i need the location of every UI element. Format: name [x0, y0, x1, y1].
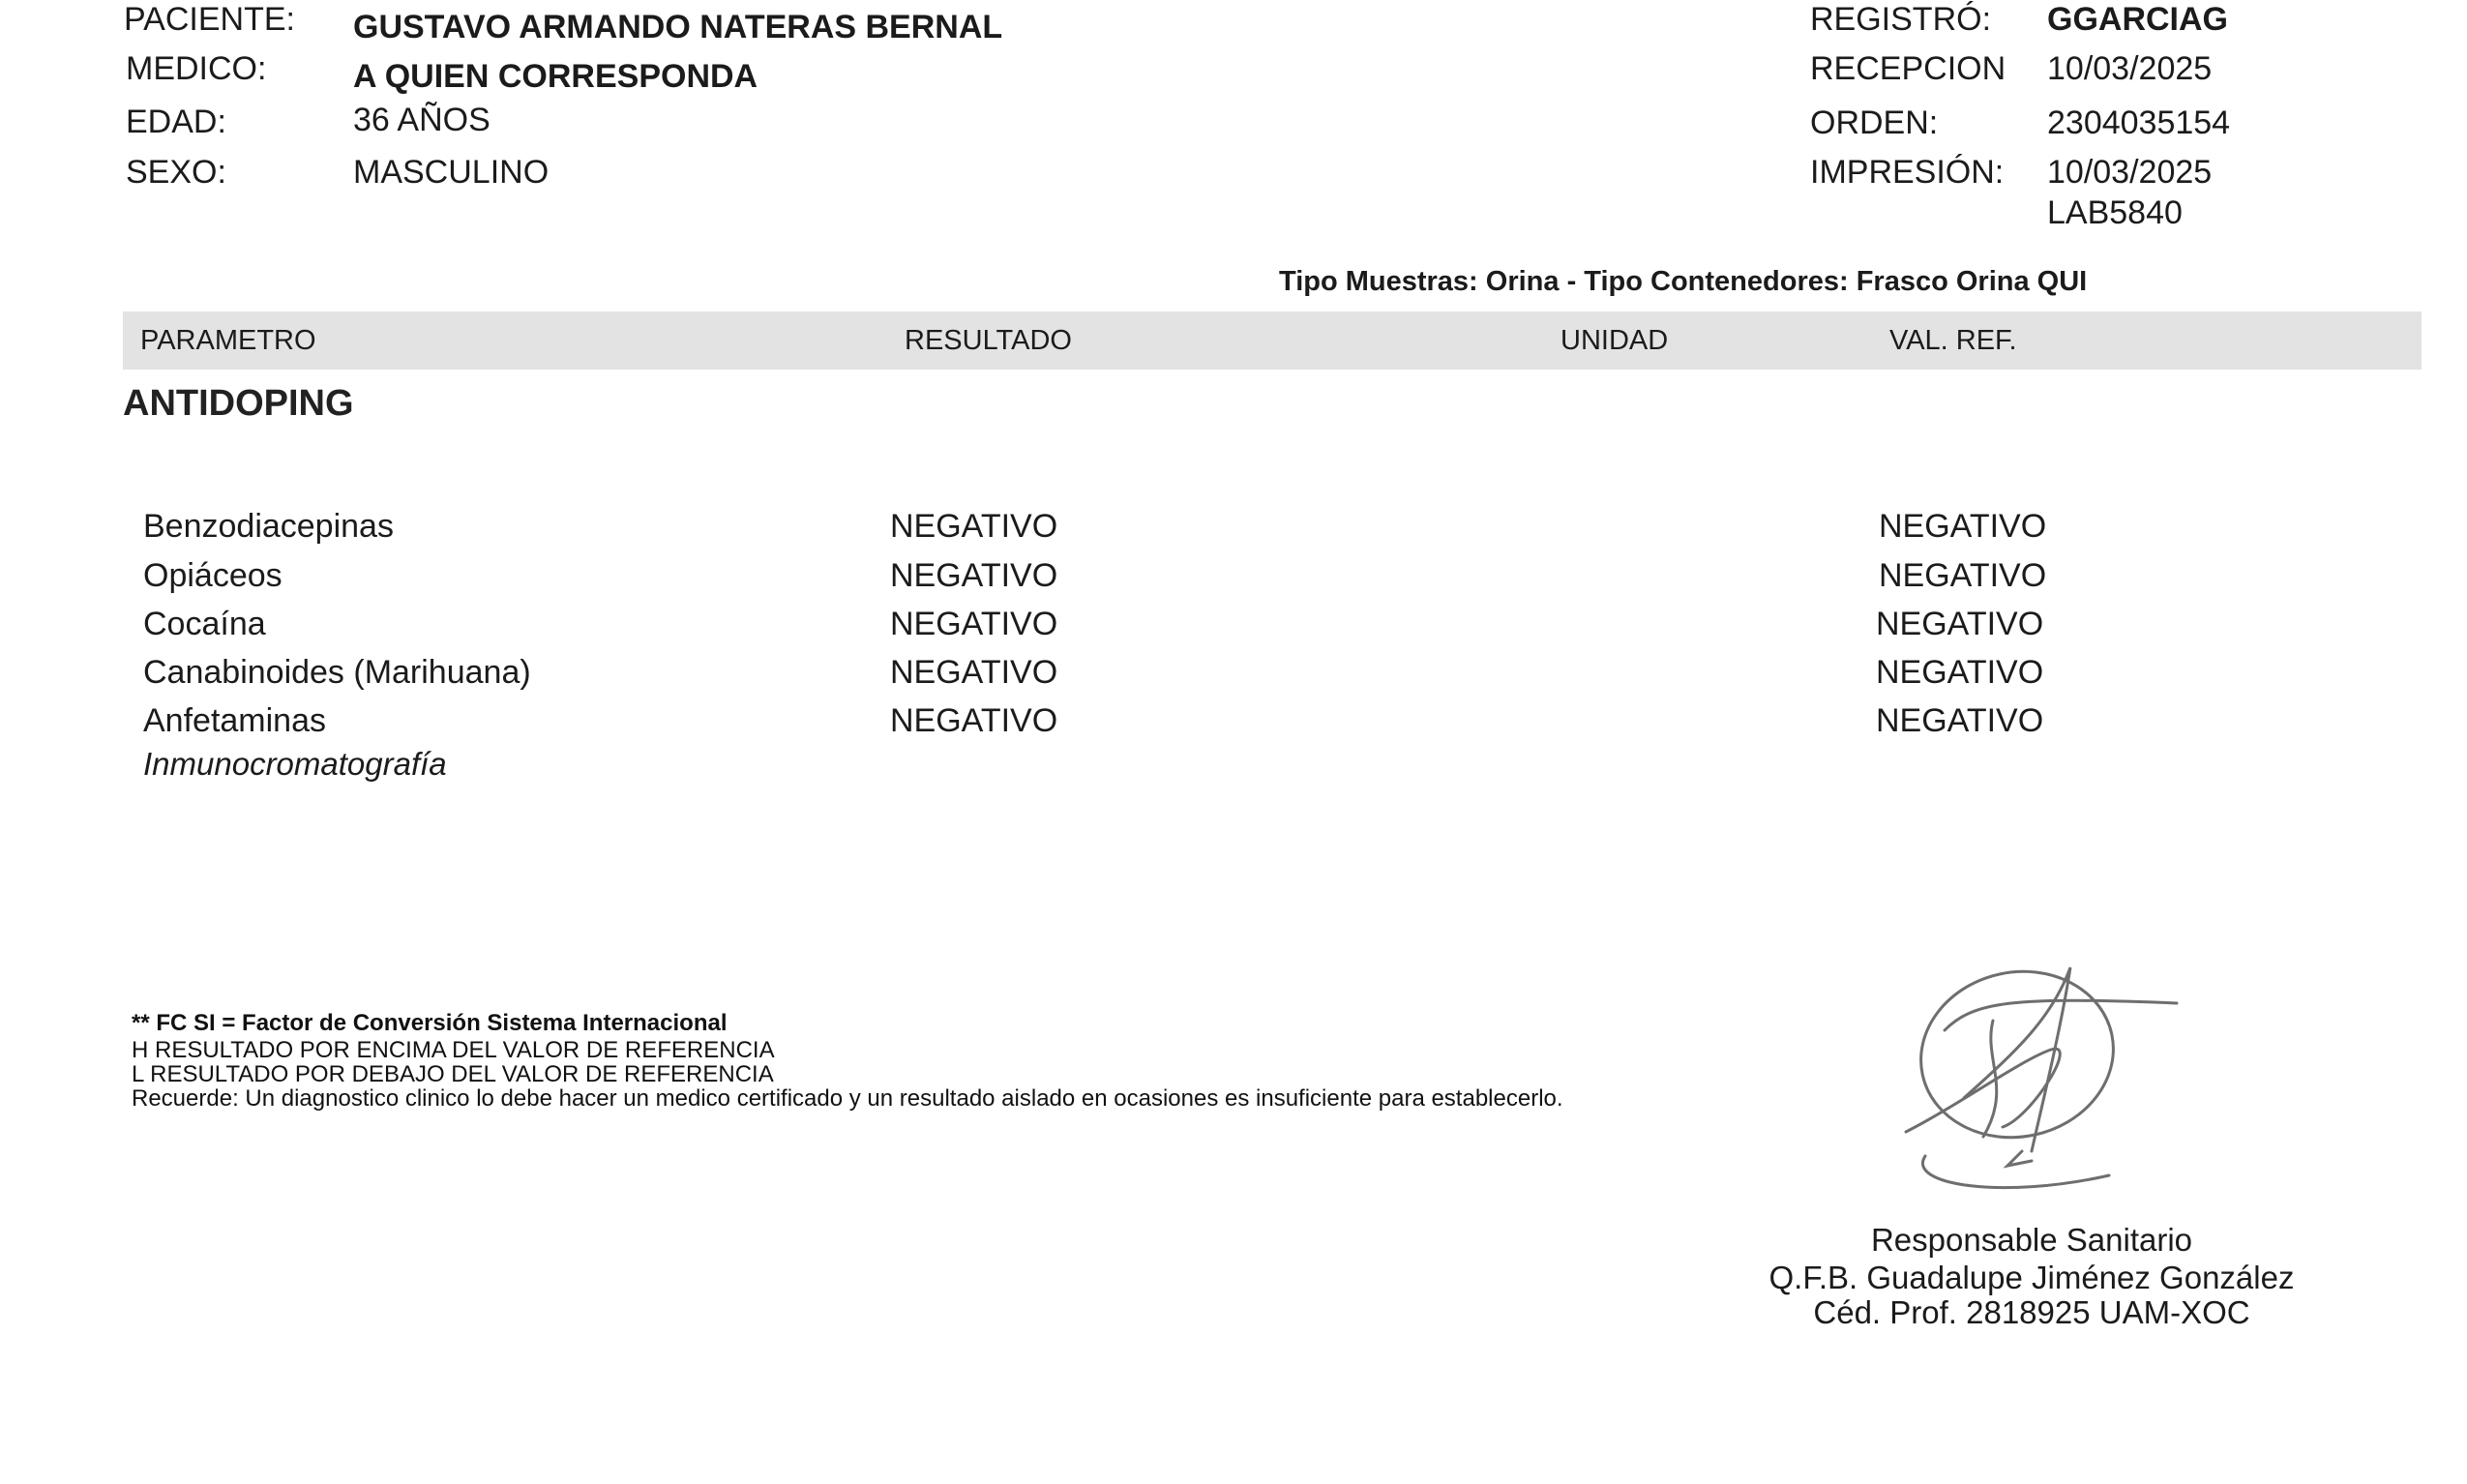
orden-value: 2304035154: [2047, 104, 2231, 141]
signatory-license: Céd. Prof. 2818925 UAM-XOC: [1813, 1294, 2250, 1330]
row-val-ref: NEGATIVO: [1876, 702, 2044, 739]
row-parametro: Canabinoides (Marihuana): [143, 654, 531, 691]
row-parametro: Anfetaminas: [143, 702, 326, 739]
row-val-ref: NEGATIVO: [1876, 654, 2044, 691]
row-parametro: Opiáceos: [143, 557, 282, 594]
row-resultado: NEGATIVO: [890, 557, 1058, 594]
paciente-label: PACIENTE:: [124, 1, 295, 38]
lab-code: LAB5840: [2047, 194, 2183, 231]
signatory-name: Q.F.B. Guadalupe Jiménez González: [1769, 1260, 2295, 1295]
sexo-label: SEXO:: [126, 154, 226, 191]
row-resultado: NEGATIVO: [890, 702, 1058, 739]
recepcion-value: 10/03/2025: [2047, 50, 2213, 87]
footnote-recuerde: Recuerde: Un diagnostico clinico lo debe hacer un medico certificado y un resultado aislado en ocasiones es insuficiente para establecerlo.: [132, 1085, 1563, 1112]
edad-label: EDAD:: [126, 104, 226, 140]
medico-label: MEDICO:: [126, 50, 267, 87]
col-resultado: RESULTADO: [905, 325, 1072, 356]
row-parametro: Benzodiacepinas: [143, 508, 394, 545]
impresion-label: IMPRESIÓN:: [1810, 154, 2005, 191]
row-resultado: NEGATIVO: [890, 508, 1058, 545]
method-note: Inmunocromatografía: [143, 746, 447, 782]
recepcion-label: RECEPCION: [1810, 50, 2006, 87]
edad-value: 36 AÑOS: [353, 102, 490, 138]
col-val-ref: VAL. REF.: [1889, 325, 2017, 356]
row-val-ref: NEGATIVO: [1876, 606, 2044, 642]
sexo-value: MASCULINO: [353, 154, 550, 191]
impresion-value: 10/03/2025: [2047, 154, 2213, 191]
section-title: ANTIDOPING: [123, 383, 354, 424]
signatory-role: Responsable Sanitario: [1870, 1222, 2193, 1258]
footnote-l: L RESULTADO POR DEBAJO DEL VALOR DE REFERENCIA: [132, 1061, 774, 1087]
col-parametro: PARAMETRO: [140, 325, 316, 356]
row-resultado: NEGATIVO: [890, 606, 1058, 642]
results-table-header: [123, 312, 2422, 370]
col-unidad: UNIDAD: [1560, 325, 1669, 356]
paciente-value: GUSTAVO ARMANDO NATERAS BERNAL: [353, 9, 1003, 45]
registro-label: REGISTRÓ:: [1810, 1, 1992, 38]
row-val-ref: NEGATIVO: [1879, 508, 2047, 545]
handwritten-signature: [1887, 963, 2186, 1204]
registro-value: GGARCIAG: [2047, 1, 2228, 38]
row-parametro: Cocaína: [143, 606, 266, 642]
orden-label: ORDEN:: [1810, 104, 1939, 141]
sample-info: Tipo Muestras: Orina - Tipo Contenedores: Frasco Orina QUI: [1279, 266, 2088, 297]
footnote-h: H RESULTADO POR ENCIMA DEL VALOR DE REFERENCIA: [132, 1037, 775, 1063]
row-resultado: NEGATIVO: [890, 654, 1058, 691]
footnote-fc-si: ** FC SI = Factor de Conversión Sistema Internacional: [132, 1010, 728, 1036]
medico-value: A QUIEN CORRESPONDA: [353, 58, 758, 95]
row-val-ref: NEGATIVO: [1879, 557, 2047, 594]
